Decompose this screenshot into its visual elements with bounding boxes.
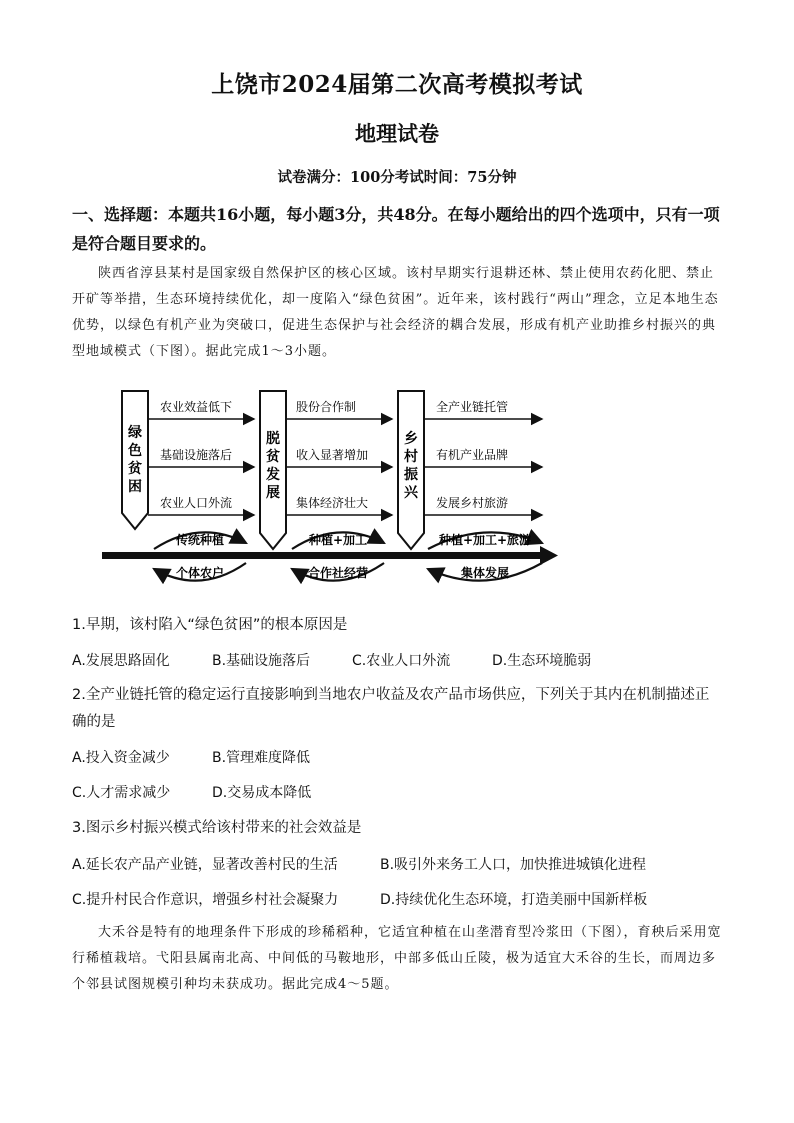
exam-meta: 试卷满分：100分考试时间：75分钟 bbox=[277, 169, 517, 186]
q2-option-a[interactable]: A.投入资金减少 bbox=[72, 750, 170, 766]
timeline-bar bbox=[102, 552, 542, 559]
q1-option-d[interactable]: D.生态环境脆弱 bbox=[492, 653, 592, 669]
col2-label-2: 收入显著增加 bbox=[296, 448, 369, 462]
question-3-stem: 3.图示乡村振兴模式给该村带来的社会效益是 bbox=[72, 820, 362, 836]
top-cycle-label-3: 种植+加工+旅游 bbox=[438, 533, 532, 547]
exam-subject: 地理试卷 bbox=[355, 121, 439, 146]
col3-label-1: 全产业链托管 bbox=[436, 400, 509, 414]
col1-label-1: 农业效益低下 bbox=[160, 400, 233, 414]
timeline-arrowhead bbox=[540, 546, 558, 565]
stage-label-2: 脱贫发展 bbox=[266, 431, 280, 501]
q1-option-c[interactable]: C.农业人口外流 bbox=[352, 653, 451, 669]
q1-option-b[interactable]: B.基础设施落后 bbox=[212, 653, 311, 669]
q3-option-b[interactable]: B.吸引外来务工人口，加快推进城镇化进程 bbox=[380, 857, 647, 873]
rural-revitalization-diagram bbox=[100, 385, 560, 595]
q2-option-d[interactable]: D.交易成本降低 bbox=[212, 785, 312, 801]
section-heading: 一、选择题：本题共16小题，每小题3分，共48分。在每小题给出的四个选项中，只有一项是符合题目要求的。 bbox=[72, 205, 720, 253]
question-1-stem: 1.早期，该村陷入“绿色贫困”的根本原因是 bbox=[72, 617, 348, 633]
bottom-cycle-label-2: 合作社经营 bbox=[307, 566, 369, 580]
col1-label-2: 基础设施落后 bbox=[160, 448, 233, 462]
q2-option-c[interactable]: C.人才需求减少 bbox=[72, 785, 171, 801]
col2-label-1: 股份合作制 bbox=[296, 400, 357, 414]
question-2-stem: 2.全产业链托管的稳定运行直接影响到当地农户收益及农产品市场供应，下列关于其内在机制描述正确的是 bbox=[72, 687, 710, 730]
col2-label-3: 集体经济壮大 bbox=[296, 496, 369, 510]
q3-option-c[interactable]: C.提升村民合作意识，增强乡村社会凝聚力 bbox=[72, 892, 339, 908]
stage-label-1: 绿色贫困 bbox=[128, 425, 142, 495]
stage-box-1 bbox=[122, 391, 148, 529]
q2-option-b[interactable]: B.管理难度降低 bbox=[212, 750, 311, 766]
col3-label-3: 发展乡村旅游 bbox=[436, 496, 509, 510]
q1-option-a[interactable]: A.发展思路固化 bbox=[72, 653, 170, 669]
q3-option-a[interactable]: A.延长农产品产业链，显著改善村民的生活 bbox=[72, 857, 338, 873]
q3-option-d[interactable]: D.持续优化生态环境，打造美丽中国新样板 bbox=[380, 892, 648, 908]
stage-label-3: 乡村振兴 bbox=[404, 431, 418, 501]
col1-label-3: 农业人口外流 bbox=[160, 496, 233, 510]
bottom-cycle-label-1: 个体农户 bbox=[175, 566, 225, 580]
exam-title: 上饶市2024届第二次高考模拟考试 bbox=[211, 71, 583, 98]
passage-2: 大禾谷是特有的地理条件下形成的珍稀稻种，它适宜种植在山垄潜育型冷浆田（下图），育秧后采用宽行稀植栽培。弋阳县属南北高、中间低的马鞍地形，中部多低山丘陵，极为适宜大禾谷的生长，而周边多个邻县试图规模引种均未获成功。据此完成4～5题。 bbox=[72, 925, 722, 992]
top-cycle-label-1: 传统种植 bbox=[175, 533, 225, 547]
col3-label-2: 有机产业品牌 bbox=[436, 448, 509, 462]
top-cycle-label-2: 种植+加工 bbox=[308, 533, 368, 547]
passage-1: 陕西省淳县某村是国家级自然保护区的核心区域。该村早期实行退耕还林、禁止使用农药化肥、禁止开矿等举措，生态环境持续优化，却一度陷入“绿色贫困”。近年来，该村践行“两山”理念，立足本地生态优势，以绿色有机产业为突破口，促进生态保护与社会经济的耦合发展，形成有机产业助推乡村振兴的典型地域模式（下图）。据此完成1～3小题。 bbox=[72, 266, 719, 359]
bottom-cycle-label-3: 集体发展 bbox=[460, 566, 510, 580]
